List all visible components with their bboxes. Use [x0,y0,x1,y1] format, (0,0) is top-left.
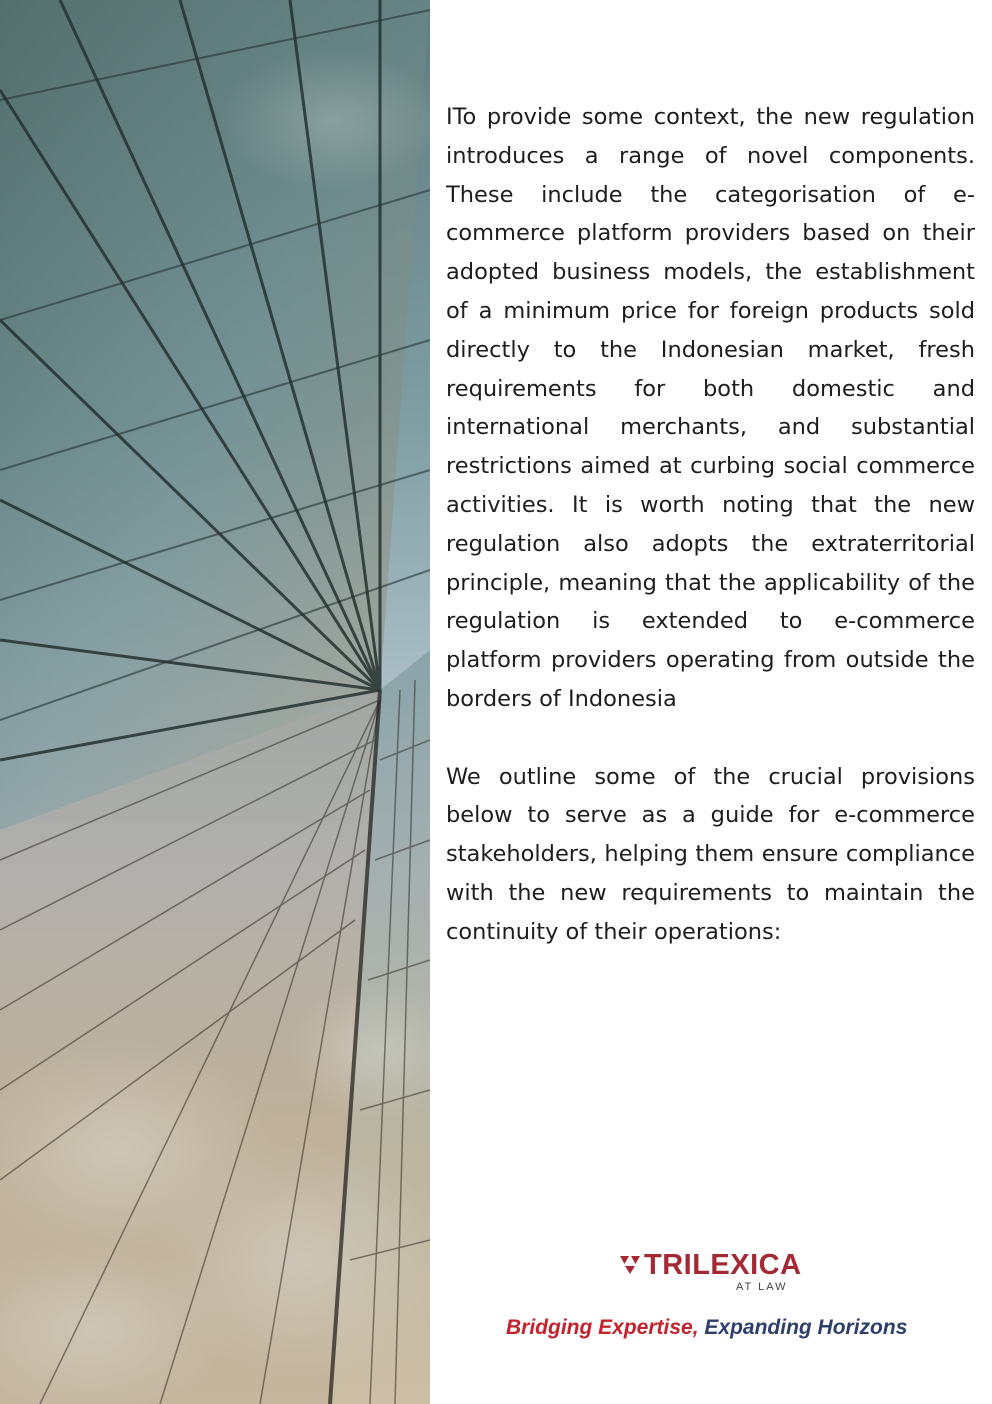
outline-paragraph: We outline some of the crucial provisions below to serve as a guide for e-commerce stakeholders, helping them ensure compliance with the new requirements to maintain the continuity of their operations: [446,763,975,945]
glass-building-illustration [0,0,430,1404]
trilexica-chevron-logo-icon [620,1256,640,1278]
logo-name: TRILEXICA [644,1249,802,1281]
tagline-part-2: Expanding Horizons [698,1316,908,1339]
skyscraper-photo [0,0,430,1404]
tagline-part-1: Bridging Expertise, [506,1316,699,1339]
body-text [446,98,975,990]
tagline [506,1316,907,1340]
intro-paragraph: ITo provide some context, the new regulation introduces a range of novel components. These include the categorisation of e-commerce platform providers based on their adopted business models, the establishment of a minimum price for foreign products sold directly to the Indonesian market, fresh requirements for both domestic and international merchants, and substantial restrictions aimed at curbing social commerce activities. It is worth noting that the new regulation also adopts the extraterritorial principle, meaning that the applicability of the regulation is extended to e-commerce platform providers operating from outside the borders of Indonesia [446,104,975,712]
logo-subtitle: AT LAW [736,1281,788,1293]
trilexica-logo [612,1248,812,1298]
